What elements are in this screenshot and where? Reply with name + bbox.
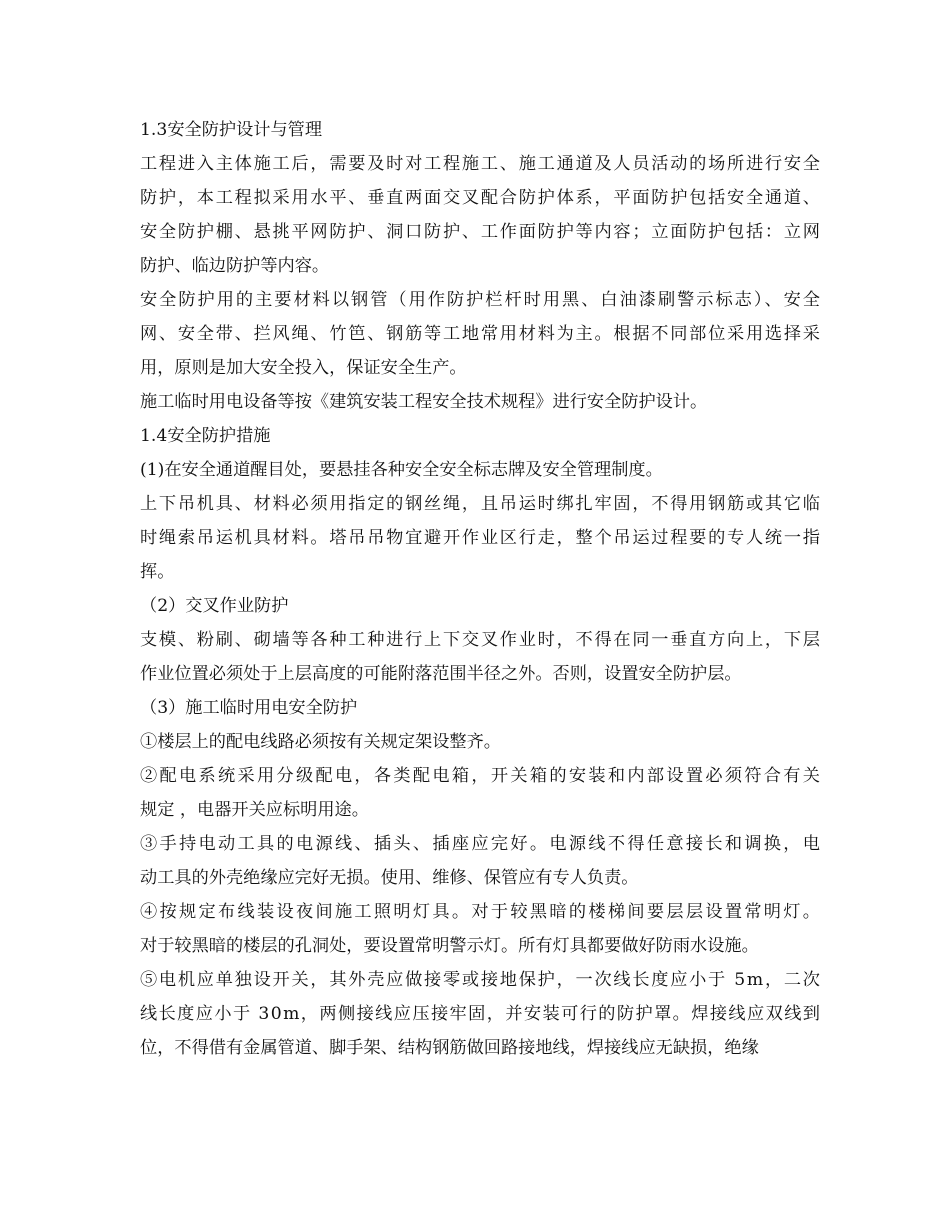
heading-text: 1.3安全防护设计与管理 bbox=[140, 120, 323, 140]
paragraph bbox=[140, 895, 823, 963]
paragraph bbox=[140, 283, 820, 385]
paragraph bbox=[140, 623, 820, 691]
text-line: ②配电系统采用分级配电，各类配电箱，开关箱的安装和内部设置必须符合有关 bbox=[140, 766, 823, 786]
text-line: 安全防护用的主要材料以钢管（用作防护栏杆时用黑、白油漆刷警示标志）、安全 bbox=[140, 290, 822, 310]
text-line: 网、安全带、拦风绳、竹笆、钢筋等工地常用材料为主。根据不同部位采用选择采 bbox=[140, 324, 822, 344]
text-line: (1)在安全通道醒目处，要悬挂各种安全安全标志牌及安全管理制度。 bbox=[140, 460, 663, 480]
text-line: 挥。 bbox=[140, 562, 175, 582]
paragraph bbox=[140, 453, 820, 487]
paragraph bbox=[140, 827, 823, 895]
text-line: 线长度应小于 30m，两侧接线应压接牢固，并安装可行的防护罩。焊接线应双线到 bbox=[140, 1004, 822, 1024]
text-line: 对于较黑暗的楼层的孔洞处，要设置常明警示灯。所有灯具都要做好防雨水设施。 bbox=[140, 936, 759, 956]
paragraph bbox=[140, 759, 823, 827]
text-line: 防护，本工程拟采用水平、垂直两面交叉配合防护体系，平面防护包括安全通道、 bbox=[140, 188, 822, 208]
text-line: ⑤电机应单独设开关，其外壳应做接零或接地保护，一次线长度应小于 5m，二次 bbox=[140, 970, 822, 990]
heading-text: 1.4安全防护措施 bbox=[140, 426, 271, 446]
document-body bbox=[140, 113, 823, 1065]
text-line: ①楼层上的配电线路必须按有关规定架设整齐。 bbox=[140, 732, 501, 752]
paragraph bbox=[140, 147, 820, 283]
text-line: ④按规定布线装设夜间施工照明灯具。对于较黑暗的楼梯间要层层设置常明灯。 bbox=[140, 902, 823, 922]
paragraph bbox=[140, 963, 820, 1065]
paragraph bbox=[140, 725, 820, 759]
paragraph bbox=[140, 691, 820, 725]
text-line: 时绳索吊运机具材料。塔吊吊物宜避开作业区行走，整个吊运过程要的专人统一指 bbox=[140, 528, 822, 548]
text-line: 防护、临边防护等内容。 bbox=[140, 256, 330, 276]
text-line: 用，原则是加大安全投入，保证安全生产。 bbox=[140, 358, 467, 378]
text-line: 规定 ，电器开关应标明用途。 bbox=[140, 800, 369, 820]
text-line: （3）施工临时用电安全防护 bbox=[140, 698, 358, 718]
text-line: 工程进入主体施工后，需要及时对工程施工、施工通道及人员活动的场所进行安全 bbox=[140, 154, 822, 174]
text-line: （2）交叉作业防护 bbox=[140, 596, 289, 616]
text-line: ③手持电动工具的电源线、插头、插座应完好。电源线不得任意接长和调换，电 bbox=[140, 834, 823, 854]
paragraph bbox=[140, 385, 820, 419]
paragraph bbox=[140, 487, 820, 589]
text-line: 施工临时用电设备等按《建筑安装工程安全技术规程》进行安全防护设计。 bbox=[140, 392, 708, 412]
section-heading bbox=[140, 113, 820, 147]
text-line: 位，不得借有金属管道、脚手架、结构钢筋做回路接地线，焊接线应无缺损，绝缘 bbox=[140, 1038, 759, 1058]
text-line: 支模、粉刷、砌墙等各种工种进行上下交叉作业时，不得在同一垂直方向上，下层 bbox=[140, 630, 822, 650]
text-line: 上下吊机具、材料必须用指定的钢丝绳，且吊运时绑扎牢固，不得用钢筋或其它临 bbox=[140, 494, 822, 514]
section-heading bbox=[140, 419, 820, 453]
text-line: 安全防护棚、悬挑平网防护、洞口防护、工作面防护等内容；立面防护包括：立网 bbox=[140, 222, 822, 242]
text-line: 动工具的外壳绝缘应完好无损。使用、维修、保管应有专人负责。 bbox=[140, 868, 639, 888]
text-line: 作业位置必须处于上层高度的可能附落范围半径之外。否则，设置安全防护层。 bbox=[140, 664, 742, 684]
paragraph bbox=[140, 589, 820, 623]
